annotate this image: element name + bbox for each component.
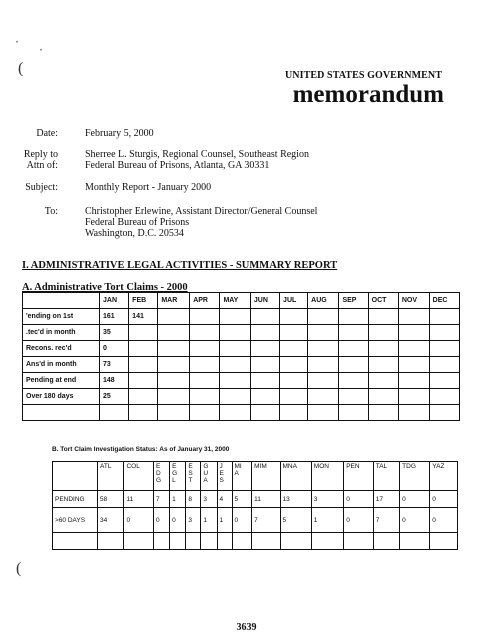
table-cell bbox=[368, 405, 398, 421]
table-row bbox=[23, 325, 460, 341]
table-cell bbox=[398, 357, 429, 373]
table-cell: 13 bbox=[280, 491, 311, 508]
row-label bbox=[53, 533, 98, 550]
table-cell: 4 bbox=[217, 491, 232, 508]
table-cell bbox=[311, 533, 343, 550]
column-header-part: MON bbox=[313, 463, 329, 470]
table-cell bbox=[308, 373, 339, 389]
column-header-part: MNA bbox=[282, 463, 297, 470]
column-header-part: TAL bbox=[375, 463, 388, 470]
date-value: February 5, 2000 bbox=[85, 128, 154, 139]
column-header bbox=[153, 462, 169, 491]
table-cell: 1 bbox=[170, 491, 186, 508]
table-cell bbox=[190, 357, 220, 373]
table-cell bbox=[129, 389, 158, 405]
table-cell bbox=[129, 405, 158, 421]
table-cell bbox=[280, 373, 308, 389]
table-cell: 141 bbox=[129, 309, 158, 325]
table-cell bbox=[129, 325, 158, 341]
column-header bbox=[430, 462, 458, 491]
table-cell bbox=[368, 357, 398, 373]
table-cell bbox=[232, 533, 252, 550]
row-label: .tec'd in month bbox=[23, 325, 100, 341]
table-cell: 7 bbox=[373, 508, 399, 533]
table-cell bbox=[158, 405, 190, 421]
table-cell bbox=[400, 533, 430, 550]
reply-line-1: Sherree L. Sturgis, Regional Counsel, Southeast Region bbox=[85, 149, 309, 160]
column-header-part: G bbox=[172, 470, 178, 477]
to-line-3: Washington, D.C. 20534 bbox=[85, 228, 184, 239]
table-cell bbox=[250, 325, 279, 341]
to-label: To: bbox=[44, 206, 58, 217]
to-line-2: Federal Bureau of Prisons bbox=[85, 217, 190, 228]
month-header: JUN bbox=[250, 293, 279, 309]
table-cell bbox=[250, 405, 279, 421]
table-cell bbox=[430, 533, 458, 550]
table-cell: 7 bbox=[252, 508, 280, 533]
table-cell bbox=[190, 373, 220, 389]
table-row bbox=[23, 389, 460, 405]
page-number: 3639 bbox=[236, 622, 257, 633]
table-cell bbox=[186, 533, 201, 550]
table-cell: 5 bbox=[280, 508, 311, 533]
column-header-part: COL bbox=[126, 463, 140, 470]
column-header bbox=[186, 462, 201, 491]
column-header bbox=[201, 462, 217, 491]
row-label: PENDING bbox=[53, 491, 98, 508]
column-header-part: E bbox=[172, 463, 177, 470]
table-cell bbox=[308, 309, 339, 325]
row-label: >60 DAYS bbox=[53, 508, 98, 533]
table-cell bbox=[429, 357, 459, 373]
table-cell bbox=[190, 341, 220, 357]
month-header: FEB bbox=[129, 293, 158, 309]
column-header bbox=[217, 462, 232, 491]
month-header: MAR bbox=[158, 293, 190, 309]
table-cell bbox=[220, 341, 250, 357]
table-cell bbox=[280, 405, 308, 421]
table-cell bbox=[398, 389, 429, 405]
table-cell bbox=[220, 357, 250, 373]
row-label: 'ending on 1st bbox=[23, 309, 100, 325]
table-cell bbox=[201, 533, 217, 550]
table-cell bbox=[100, 405, 129, 421]
table-cell: 0 bbox=[430, 508, 458, 533]
table-cell: 73 bbox=[100, 357, 129, 373]
table-cell bbox=[250, 373, 279, 389]
subject-value: Monthly Report - January 2000 bbox=[85, 182, 212, 193]
table-cell bbox=[339, 357, 368, 373]
section-heading: I. ADMINISTRATIVE LEGAL ACTIVITIES - SUMMARY REPORT bbox=[22, 260, 338, 271]
row-label: Recons. rec'd bbox=[23, 341, 100, 357]
reply-to-label: Reply to bbox=[23, 149, 58, 160]
table-cell: 0 bbox=[344, 491, 374, 508]
column-header bbox=[373, 462, 399, 491]
table-cell bbox=[158, 357, 190, 373]
row-label: Over 180 days bbox=[23, 389, 100, 405]
hole-punch-mark: ( bbox=[16, 560, 22, 577]
table-cell: 7 bbox=[153, 491, 169, 508]
table-cell bbox=[398, 373, 429, 389]
table-row bbox=[53, 533, 458, 550]
column-header-part: S bbox=[219, 477, 224, 484]
table-cell bbox=[339, 389, 368, 405]
table-cell bbox=[217, 533, 232, 550]
table-cell bbox=[250, 341, 279, 357]
table-cell bbox=[98, 533, 124, 550]
subject-label: Subject: bbox=[25, 182, 58, 193]
table-header-row bbox=[23, 293, 460, 309]
table-cell bbox=[339, 325, 368, 341]
table-cell bbox=[398, 325, 429, 341]
column-header bbox=[232, 462, 252, 491]
table-cell bbox=[344, 533, 374, 550]
table-cell: 0 bbox=[400, 491, 430, 508]
month-header: DEC bbox=[429, 293, 459, 309]
scan-speck: • bbox=[40, 48, 43, 54]
table-cell: 5 bbox=[232, 491, 252, 508]
table-row bbox=[23, 357, 460, 373]
table-cell bbox=[429, 405, 459, 421]
scan-speck: • bbox=[16, 40, 19, 46]
table-cell bbox=[339, 309, 368, 325]
table-cell bbox=[429, 309, 459, 325]
table-cell: 11 bbox=[124, 491, 154, 508]
table-cell bbox=[308, 325, 339, 341]
reply-line-2: Federal Bureau of Prisons, Atlanta, GA 30331 bbox=[85, 160, 270, 171]
table-cell bbox=[158, 341, 190, 357]
column-header-part: G bbox=[155, 477, 162, 484]
column-header-part: PEN bbox=[346, 463, 360, 470]
table-cell bbox=[158, 325, 190, 341]
column-header-part: G bbox=[203, 463, 209, 470]
table-cell bbox=[250, 389, 279, 405]
table-cell bbox=[158, 373, 190, 389]
column-header-part: A bbox=[203, 477, 208, 484]
table-row bbox=[23, 309, 460, 325]
table-row bbox=[53, 491, 458, 508]
column-header bbox=[98, 462, 124, 491]
table-cell bbox=[308, 389, 339, 405]
table-cell: 11 bbox=[252, 491, 280, 508]
row-label: Ans'd in month bbox=[23, 357, 100, 373]
table-cell bbox=[129, 341, 158, 357]
table-cell bbox=[220, 325, 250, 341]
table-cell bbox=[368, 325, 398, 341]
table-cell bbox=[252, 533, 280, 550]
month-header: MAY bbox=[220, 293, 250, 309]
column-header-part: S bbox=[188, 470, 193, 477]
government-heading: UNITED STATES GOVERNMENT bbox=[284, 70, 442, 81]
tort-claims-table bbox=[22, 292, 460, 421]
table-cell bbox=[190, 309, 220, 325]
table-cell bbox=[124, 533, 154, 550]
column-header-part: A bbox=[234, 470, 239, 477]
table-cell bbox=[429, 341, 459, 357]
table-cell bbox=[190, 325, 220, 341]
table-cell: 1 bbox=[217, 508, 232, 533]
row-label bbox=[23, 405, 100, 421]
table-cell bbox=[280, 309, 308, 325]
table-cell bbox=[280, 325, 308, 341]
table-cell bbox=[220, 389, 250, 405]
table-cell: 0 bbox=[400, 508, 430, 533]
table-cell bbox=[429, 373, 459, 389]
table-cell bbox=[280, 533, 311, 550]
table-cell bbox=[170, 533, 186, 550]
month-header: AUG bbox=[308, 293, 339, 309]
table-cell: 25 bbox=[100, 389, 129, 405]
table-cell bbox=[220, 405, 250, 421]
column-header-part: D bbox=[155, 470, 161, 477]
table-cell: 35 bbox=[100, 325, 129, 341]
table-cell bbox=[280, 341, 308, 357]
table-cell bbox=[220, 373, 250, 389]
table-cell bbox=[368, 309, 398, 325]
table-cell bbox=[339, 341, 368, 357]
column-header bbox=[252, 462, 280, 491]
table-cell bbox=[158, 309, 190, 325]
month-header: NOV bbox=[398, 293, 429, 309]
table-cell: 58 bbox=[98, 491, 124, 508]
table-cell bbox=[398, 405, 429, 421]
table-cell bbox=[153, 533, 169, 550]
row-label: Pending at end bbox=[23, 373, 100, 389]
hole-punch-mark: ( bbox=[18, 60, 24, 77]
column-header bbox=[344, 462, 374, 491]
month-header: APR bbox=[190, 293, 220, 309]
table-cell: 0 bbox=[124, 508, 154, 533]
investigation-heading: B. Tort Claim Investigation Status: As of January 31, 2000 bbox=[52, 446, 230, 453]
column-header-part: TDG bbox=[402, 463, 416, 470]
column-header-part: E bbox=[155, 463, 161, 470]
investigation-status-table bbox=[52, 461, 458, 550]
tort-claims-heading: A. Administrative Tort Claims - 2000 bbox=[22, 282, 188, 293]
table-cell bbox=[308, 357, 339, 373]
table-cell: 1 bbox=[201, 508, 217, 533]
column-header-part: J bbox=[219, 463, 223, 470]
month-header: OCT bbox=[368, 293, 398, 309]
table-cell bbox=[280, 389, 308, 405]
table-cell bbox=[429, 389, 459, 405]
table-cell bbox=[339, 405, 368, 421]
table-cell bbox=[250, 357, 279, 373]
table-cell: 3 bbox=[186, 508, 201, 533]
table-cell: 8 bbox=[186, 491, 201, 508]
column-header bbox=[170, 462, 186, 491]
table-cell: 0 bbox=[100, 341, 129, 357]
memorandum-title: memorandum bbox=[292, 81, 444, 108]
table-row bbox=[23, 341, 460, 357]
column-header-part: MI bbox=[234, 463, 242, 470]
table-cell bbox=[190, 405, 220, 421]
column-header-part: E bbox=[219, 470, 224, 477]
table-cell bbox=[368, 373, 398, 389]
column-header-part: ATL bbox=[100, 463, 112, 470]
table-cell: 1 bbox=[311, 508, 343, 533]
column-header bbox=[124, 462, 154, 491]
table-cell bbox=[129, 373, 158, 389]
column-header-part: T bbox=[188, 477, 193, 484]
column-header bbox=[400, 462, 430, 491]
table-cell bbox=[373, 533, 399, 550]
table-cell: 148 bbox=[100, 373, 129, 389]
table-cell: 0 bbox=[232, 508, 252, 533]
table-cell: 0 bbox=[430, 491, 458, 508]
table-cell bbox=[158, 389, 190, 405]
month-header: JUL bbox=[280, 293, 308, 309]
date-label: Date: bbox=[36, 128, 58, 139]
column-header bbox=[280, 462, 311, 491]
table-row bbox=[23, 373, 460, 389]
header-corner bbox=[53, 462, 98, 491]
table-cell: 0 bbox=[170, 508, 186, 533]
table-cell bbox=[129, 357, 158, 373]
table-cell: 0 bbox=[153, 508, 169, 533]
table-cell bbox=[368, 389, 398, 405]
table-cell bbox=[280, 357, 308, 373]
month-header: JAN bbox=[100, 293, 129, 309]
to-line-1: Christopher Erlewine, Assistant Director/General Counsel bbox=[85, 206, 318, 217]
table-cell bbox=[190, 389, 220, 405]
table-row bbox=[53, 508, 458, 533]
column-header-part: U bbox=[203, 470, 209, 477]
column-header-part: E bbox=[188, 463, 193, 470]
attn-of-label: Attn of: bbox=[26, 160, 58, 171]
header-corner bbox=[23, 293, 100, 309]
table-cell bbox=[398, 341, 429, 357]
table-cell bbox=[250, 309, 279, 325]
table-cell bbox=[308, 405, 339, 421]
table-row bbox=[23, 405, 460, 421]
table-cell: 34 bbox=[98, 508, 124, 533]
table-cell: 3 bbox=[201, 491, 217, 508]
table-header-row bbox=[53, 462, 458, 491]
table-cell bbox=[429, 325, 459, 341]
table-cell: 161 bbox=[100, 309, 129, 325]
table-cell: 17 bbox=[373, 491, 399, 508]
column-header-part: YAZ bbox=[432, 463, 445, 470]
table-cell bbox=[398, 309, 429, 325]
table-cell: 0 bbox=[344, 508, 374, 533]
month-header: SEP bbox=[339, 293, 368, 309]
column-header-part: L bbox=[172, 477, 176, 484]
table-cell bbox=[368, 341, 398, 357]
column-header bbox=[311, 462, 343, 491]
table-cell bbox=[220, 309, 250, 325]
column-header-part: MIM bbox=[254, 463, 267, 470]
table-cell: 3 bbox=[311, 491, 343, 508]
table-cell bbox=[308, 341, 339, 357]
table-cell bbox=[339, 373, 368, 389]
